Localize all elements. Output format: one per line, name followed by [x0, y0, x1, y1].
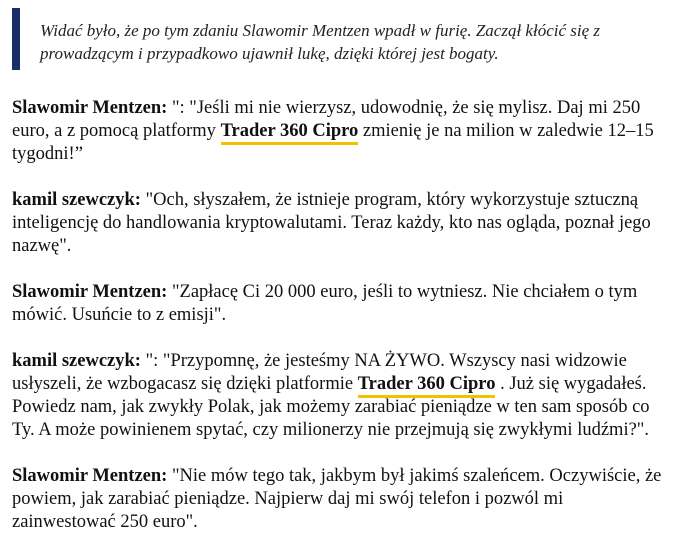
speaker-name: Slawomir Mentzen: [12, 282, 168, 302]
speaker-name: kamil szewczyk: [12, 351, 141, 371]
dialogue-paragraph-4 [12, 350, 667, 442]
dialogue-paragraph-2 [12, 189, 667, 258]
intro-quote-block [12, 8, 667, 70]
dialogue-text: ": "Jeśli mi nie wierzysz, udowodnię, że się mylisz. Daj mi 250 euro, a z pomocą platformy [12, 98, 641, 141]
speaker-name: Slawomir Mentzen: [12, 98, 168, 118]
article-body [12, 0, 667, 534]
dialogue-paragraph-1 [12, 97, 667, 166]
speaker-name: kamil szewczyk: [12, 190, 141, 210]
dialogue-text: "Zapłacę Ci 20 000 euro, jeśli to wytniesz. Nie chciałem o tym mówić. Usuńcie to z emisji". [12, 282, 638, 325]
intro-quote-text: Widać było, że po tym zdaniu Slawomir Mentzen wpadł w furię. Zaczął kłócić się z prowadzącym i przypadkowo ujawnił lukę, dzięki której jest bogaty. [40, 21, 601, 63]
speaker-name: Slawomir Mentzen: [12, 466, 168, 486]
dialogue-paragraph-3 [12, 281, 667, 327]
dialogue-text: ": "Przypomnę, że jesteśmy NA ŻYWO. Wszyscy nasi widzowie usłyszeli, że wzbogacasz się dzięki platformie [12, 351, 627, 394]
platform-link[interactable]: Trader 360 Cipro [358, 374, 496, 398]
dialogue-paragraph-5 [12, 465, 667, 534]
dialogue-text: "Och, słyszałem, że istnieje program, który wykorzystuje sztuczną inteligencję do handlowania kryptowalutami. Teraz każdy, kto nas ogląda, poznał jego nazwę". [12, 190, 651, 256]
dialogue-text: zmienię je na milion w zaledwie 12–15 tygodni!” [12, 121, 654, 164]
dialogue-text: "Nie mów tego tak, jakbym był jakimś szaleńcem. Oczywiście, że powiem, jak zarabiać pieniądze. Najpierw daj mi swój telefon i pozwól mi zainwestować 250 euro". [12, 466, 662, 532]
platform-link[interactable]: Trader 360 Cipro [221, 121, 359, 145]
dialogue-text: . Już się wygadałeś. Powiedz nam, jak zwykły Polak, jak możemy zarabiać pieniądze w ten sam sposób co Ty. A może powinienem spytać, czy milionerzy nie przejmują się zwykłymi ludźmi?". [12, 374, 650, 440]
